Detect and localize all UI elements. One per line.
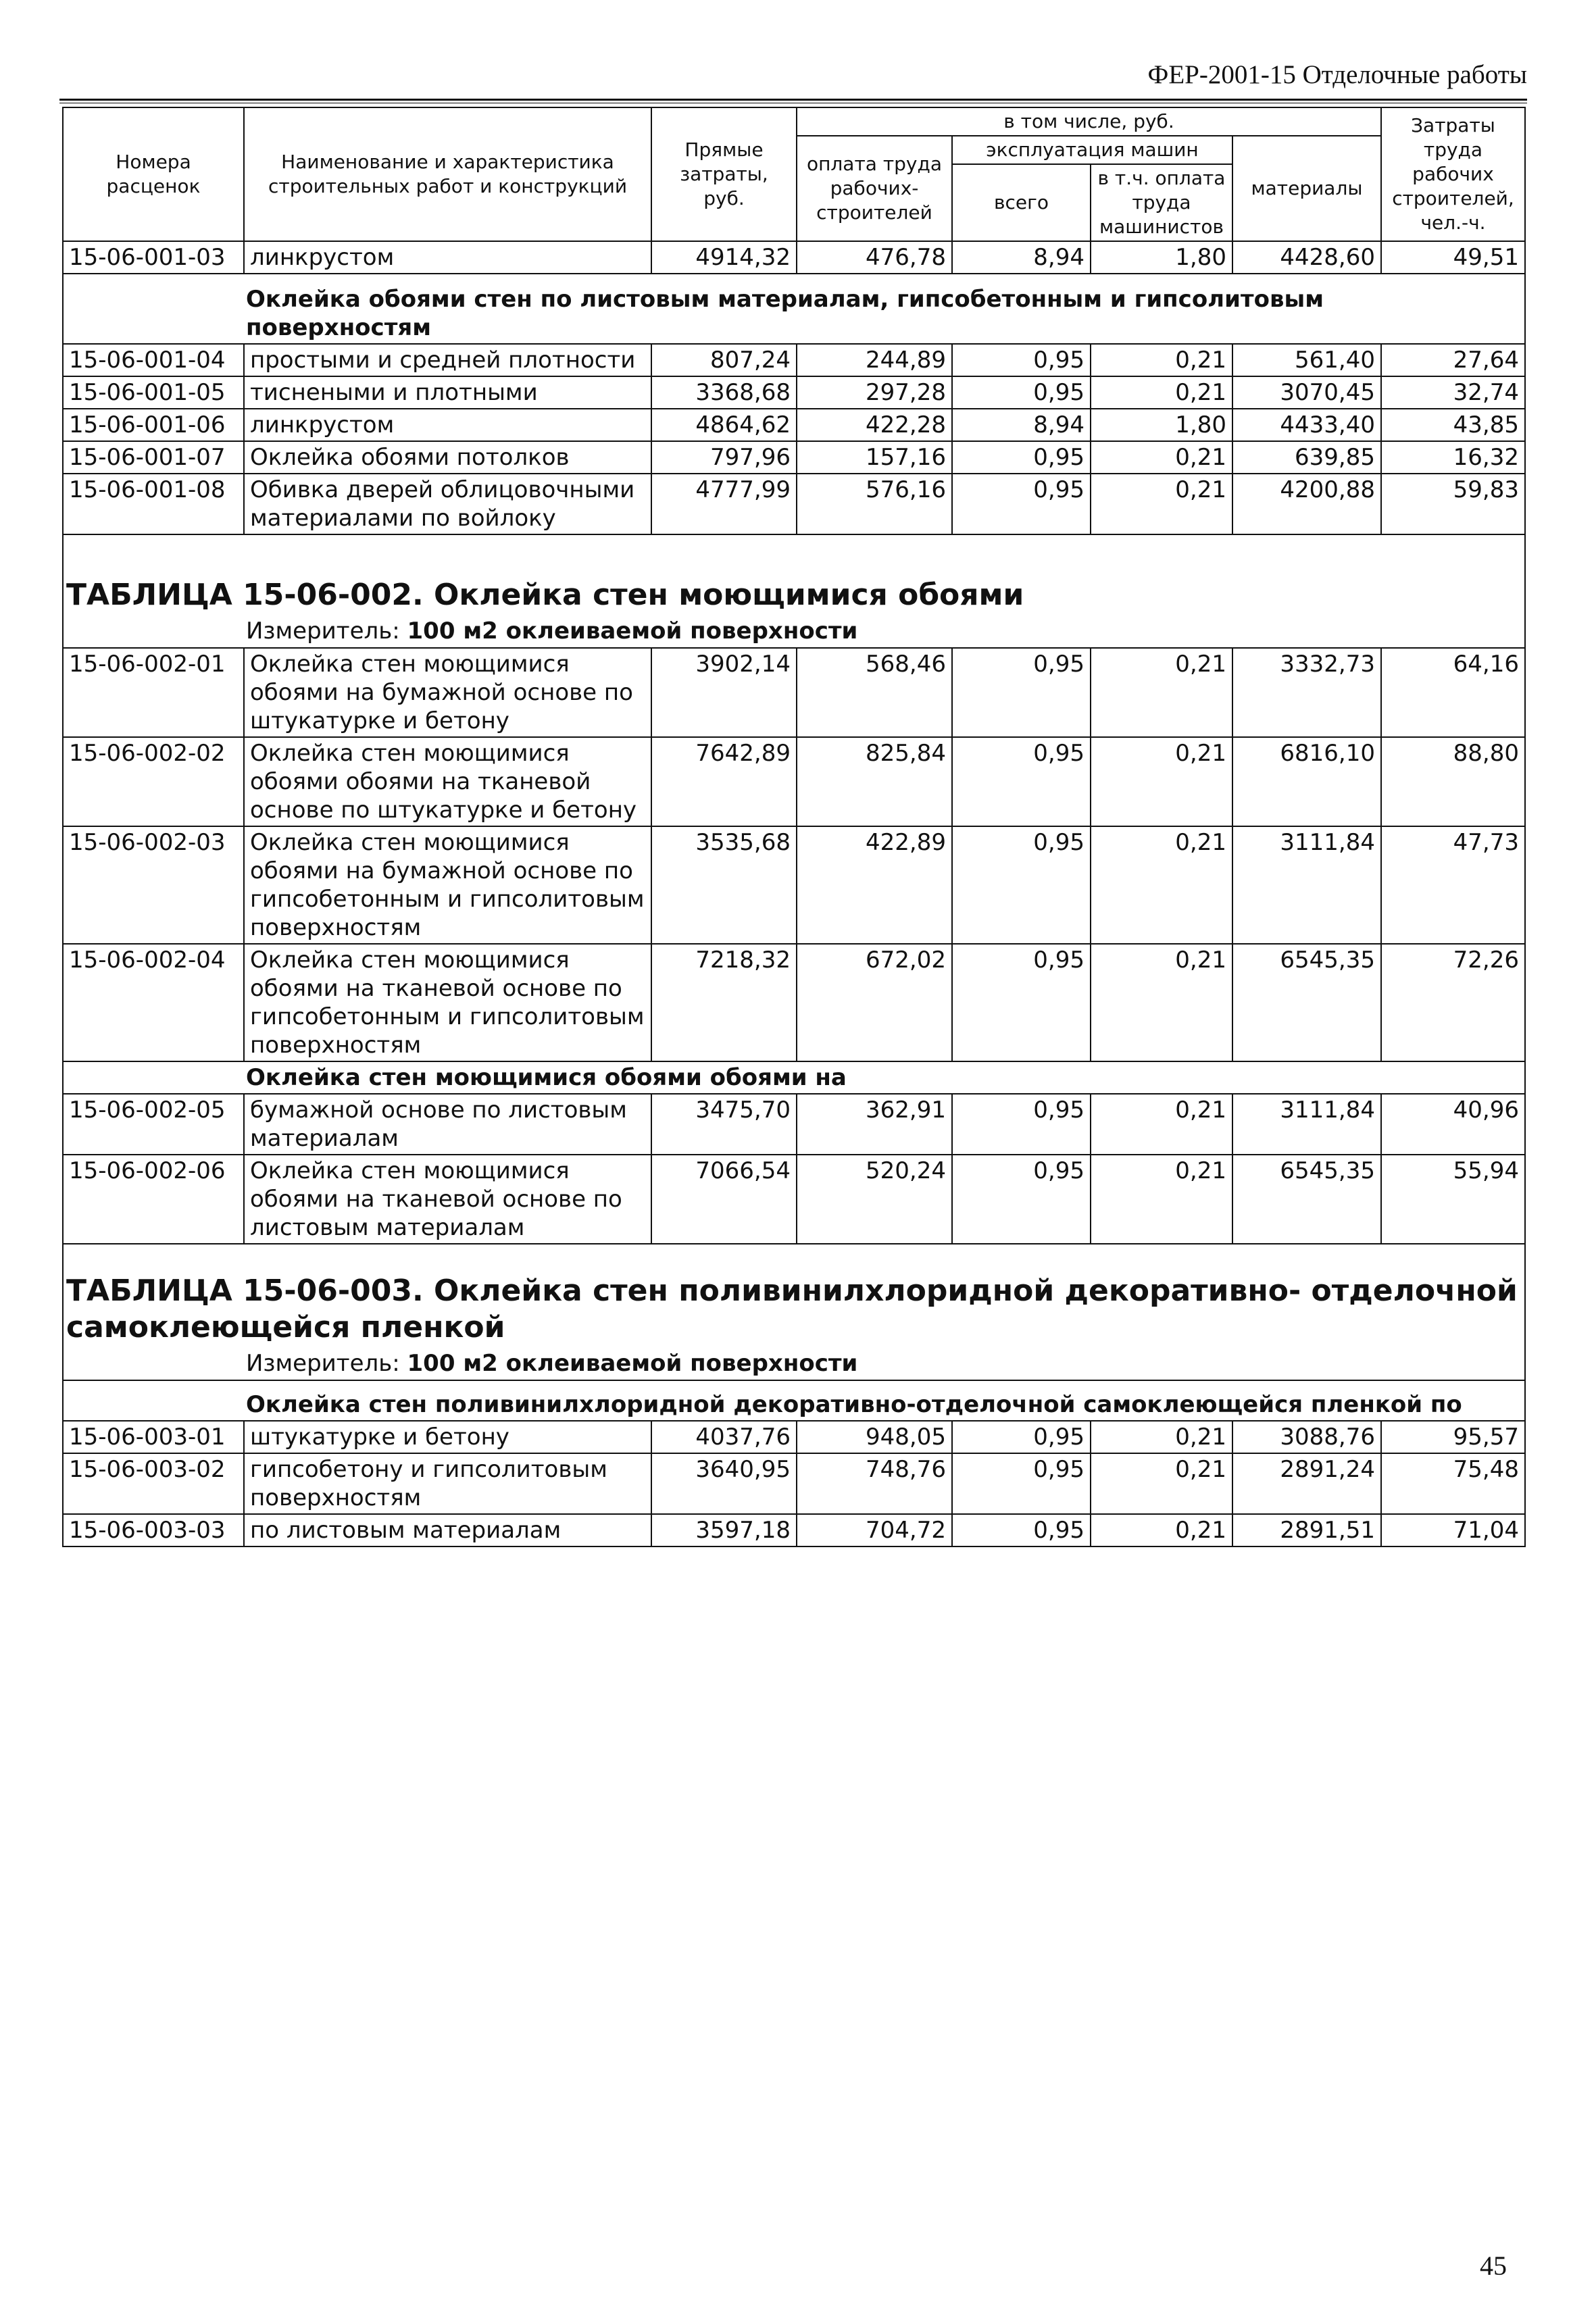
- cell-wages: 568,46: [797, 648, 952, 737]
- cell-wages: 422,28: [797, 409, 952, 441]
- measure-label: Измеритель:: [246, 618, 407, 645]
- table-row: [63, 241, 1525, 274]
- cell-mach: 0,95: [952, 944, 1091, 1061]
- cell-direct: 7218,32: [651, 944, 797, 1061]
- cell-direct: 3368,68: [651, 376, 797, 409]
- cell-code: 15-06-002-01: [63, 648, 244, 737]
- table-002-measure: [63, 615, 1525, 648]
- page-number: 45: [1480, 2250, 1507, 2281]
- header-direct-costs: Прямые затраты, руб.: [651, 107, 797, 241]
- table-002-title: ТАБЛИЦА 15-06-002. Оклейка стен моющимися обоями: [63, 553, 1525, 615]
- cell-materials: 2891,51: [1232, 1514, 1381, 1546]
- header-labor: Затраты труда рабочих строителей, чел.-ч.: [1381, 107, 1525, 241]
- table-row: [63, 737, 1525, 826]
- table-row: [63, 441, 1525, 474]
- cell-direct: 4914,32: [651, 241, 797, 274]
- cell-labor: 43,85: [1381, 409, 1525, 441]
- table-header: [63, 107, 1525, 241]
- table-row: [63, 944, 1525, 1061]
- cell-name: простыми и средней плотности: [244, 344, 651, 376]
- cell-mach-wages: 0,21: [1091, 1421, 1232, 1453]
- cell-mach: 0,95: [952, 1514, 1091, 1546]
- cell-labor: 27,64: [1381, 344, 1525, 376]
- section-heading: [63, 274, 1525, 344]
- cell-name: по листовым материалам: [244, 1514, 651, 1546]
- rates-table-wrap: [62, 107, 1524, 1547]
- spacer-row: [63, 534, 1525, 553]
- cell-labor: 40,96: [1381, 1094, 1525, 1155]
- cell-materials: 4428,60: [1232, 241, 1381, 274]
- cell-code: 15-06-001-03: [63, 241, 244, 274]
- cell-name: Оклейка стен моющимися обоями на тканевой основе по листовым материалам: [244, 1155, 651, 1244]
- measure-value: 100 м2 оклеиваемой поверхности: [407, 1350, 858, 1377]
- table-row: [63, 1453, 1525, 1514]
- cell-direct: 3535,68: [651, 826, 797, 944]
- section-1-title: Оклейка обоями стен по листовым материалам, гипсобетонным и гипсолитовым поверхностям: [63, 274, 1525, 344]
- cell-wages: 244,89: [797, 344, 952, 376]
- cell-name: Оклейка стен моющимися обоями обоями на тканевой основе по штукатурке и бетону: [244, 737, 651, 826]
- cell-materials: 3111,84: [1232, 826, 1381, 944]
- cell-mach-wages: 1,80: [1091, 409, 1232, 441]
- cell-name: Оклейка стен моющимися обоями на бумажной основе по гипсобетонным и гипсолитовым поверхностям: [244, 826, 651, 944]
- cell-mach: 0,95: [952, 474, 1091, 534]
- cell-materials: 6545,35: [1232, 944, 1381, 1061]
- cell-wages: 704,72: [797, 1514, 952, 1546]
- header-wages: оплата труда рабочих-строителей: [797, 136, 952, 241]
- cell-materials: 639,85: [1232, 441, 1381, 474]
- cell-labor: 59,83: [1381, 474, 1525, 534]
- cell-mach: 0,95: [952, 826, 1091, 944]
- cell-wages: 576,16: [797, 474, 952, 534]
- section-heading: [63, 1380, 1525, 1421]
- cell-materials: 2891,24: [1232, 1453, 1381, 1514]
- header-machines-wages: в т.ч. оплата труда машинистов: [1091, 164, 1232, 241]
- cell-mach: 8,94: [952, 241, 1091, 274]
- rates-table: [62, 107, 1526, 1547]
- cell-labor: 47,73: [1381, 826, 1525, 944]
- cell-mach-wages: 0,21: [1091, 1453, 1232, 1514]
- cell-mach-wages: 0,21: [1091, 648, 1232, 737]
- cell-name: штукатурке и бетону: [244, 1421, 651, 1453]
- cell-code: 15-06-002-04: [63, 944, 244, 1061]
- running-head: ФЕР-2001-15 Отделочные работы: [1147, 60, 1527, 89]
- cell-materials: 3332,73: [1232, 648, 1381, 737]
- table-003-title: ТАБЛИЦА 15-06-003. Оклейка стен поливинилхлоридной декоративно- отделочной самоклеющейся пленкой: [63, 1262, 1525, 1347]
- cell-code: 15-06-001-05: [63, 376, 244, 409]
- cell-wages: 476,78: [797, 241, 952, 274]
- cell-code: 15-06-003-03: [63, 1514, 244, 1546]
- cell-materials: 3111,84: [1232, 1094, 1381, 1155]
- cell-mach-wages: 0,21: [1091, 1514, 1232, 1546]
- table-003-measure: [63, 1347, 1525, 1380]
- cell-name: линкрустом: [244, 241, 651, 274]
- cell-mach-wages: 1,80: [1091, 241, 1232, 274]
- cell-mach-wages: 0,21: [1091, 474, 1232, 534]
- cell-code: 15-06-003-02: [63, 1453, 244, 1514]
- cell-code: 15-06-001-07: [63, 441, 244, 474]
- cell-mach: 0,95: [952, 441, 1091, 474]
- cell-mach-wages: 0,21: [1091, 376, 1232, 409]
- cell-direct: 3902,14: [651, 648, 797, 737]
- cell-wages: 672,02: [797, 944, 952, 1061]
- measure-row: [63, 1347, 1525, 1380]
- table-row: [63, 1514, 1525, 1546]
- cell-name: Оклейка стен моющимися обоями на бумажной основе по штукатурке и бетону: [244, 648, 651, 737]
- cell-direct: 4037,76: [651, 1421, 797, 1453]
- table-row: [63, 1094, 1525, 1155]
- cell-labor: 55,94: [1381, 1155, 1525, 1244]
- cell-materials: 4433,40: [1232, 409, 1381, 441]
- cell-code: 15-06-002-05: [63, 1094, 244, 1155]
- cell-direct: 797,96: [651, 441, 797, 474]
- cell-labor: 75,48: [1381, 1453, 1525, 1514]
- cell-mach-wages: 0,21: [1091, 826, 1232, 944]
- cell-code: 15-06-001-04: [63, 344, 244, 376]
- table-row: [63, 826, 1525, 944]
- cell-direct: 4864,62: [651, 409, 797, 441]
- cell-labor: 72,26: [1381, 944, 1525, 1061]
- header-machines-total: всего: [952, 164, 1091, 241]
- table-body: [63, 241, 1525, 1546]
- table-title-row: [63, 1262, 1525, 1347]
- cell-mach: 0,95: [952, 648, 1091, 737]
- cell-direct: 3640,95: [651, 1453, 797, 1514]
- header-machines: эксплуатация машин: [952, 136, 1232, 164]
- table-row: [63, 409, 1525, 441]
- cell-code: 15-06-001-06: [63, 409, 244, 441]
- measure-label: Измеритель:: [246, 1350, 407, 1377]
- cell-materials: 3070,45: [1232, 376, 1381, 409]
- cell-materials: 3088,76: [1232, 1421, 1381, 1453]
- cell-materials: 561,40: [1232, 344, 1381, 376]
- cell-mach-wages: 0,21: [1091, 1094, 1232, 1155]
- cell-mach-wages: 0,21: [1091, 441, 1232, 474]
- cell-code: 15-06-003-01: [63, 1421, 244, 1453]
- measure-row: [63, 615, 1525, 648]
- cell-wages: 748,76: [797, 1453, 952, 1514]
- header-materials: материалы: [1232, 136, 1381, 241]
- header-including: в том числе, руб.: [797, 107, 1381, 136]
- table-row: [63, 1421, 1525, 1453]
- cell-direct: 7642,89: [651, 737, 797, 826]
- cell-labor: 32,74: [1381, 376, 1525, 409]
- section-heading: [63, 1061, 1525, 1094]
- cell-mach-wages: 0,21: [1091, 344, 1232, 376]
- cell-mach-wages: 0,21: [1091, 1155, 1232, 1244]
- spacer-row: [63, 1244, 1525, 1262]
- cell-name: линкрустом: [244, 409, 651, 441]
- cell-name: гипсобетону и гипсолитовым поверхностям: [244, 1453, 651, 1514]
- cell-labor: 49,51: [1381, 241, 1525, 274]
- cell-direct: 7066,54: [651, 1155, 797, 1244]
- cell-wages: 825,84: [797, 737, 952, 826]
- cell-name: Обивка дверей облицовочными материалами по войлоку: [244, 474, 651, 534]
- cell-wages: 422,89: [797, 826, 952, 944]
- table-row: [63, 474, 1525, 534]
- cell-wages: 520,24: [797, 1155, 952, 1244]
- cell-mach-wages: 0,21: [1091, 944, 1232, 1061]
- cell-direct: 3475,70: [651, 1094, 797, 1155]
- table-row: [63, 344, 1525, 376]
- cell-code: 15-06-001-08: [63, 474, 244, 534]
- table-row: [63, 1155, 1525, 1244]
- cell-labor: 95,57: [1381, 1421, 1525, 1453]
- cell-name: тиснеными и плотными: [244, 376, 651, 409]
- cell-materials: 4200,88: [1232, 474, 1381, 534]
- cell-code: 15-06-002-02: [63, 737, 244, 826]
- measure-value: 100 м2 оклеиваемой поверхности: [407, 618, 858, 645]
- cell-mach: 0,95: [952, 1453, 1091, 1514]
- cell-mach: 0,95: [952, 737, 1091, 826]
- section-3-title: Оклейка стен поливинилхлоридной декоративно-отделочной самоклеющейся пленкой по: [63, 1380, 1525, 1421]
- cell-labor: 16,32: [1381, 441, 1525, 474]
- cell-wages: 362,91: [797, 1094, 952, 1155]
- cell-materials: 6816,10: [1232, 737, 1381, 826]
- header-rule: [59, 99, 1527, 101]
- cell-wages: 157,16: [797, 441, 952, 474]
- cell-materials: 6545,35: [1232, 1155, 1381, 1244]
- header-name: Наименование и характеристика строительных работ и конструкций: [244, 107, 651, 241]
- table-title-row: [63, 553, 1525, 615]
- header-code: Номера расценок: [63, 107, 244, 241]
- cell-mach: 0,95: [952, 1155, 1091, 1244]
- cell-labor: 88,80: [1381, 737, 1525, 826]
- cell-direct: 807,24: [651, 344, 797, 376]
- section-2-title: Оклейка стен моющимися обоями обоями на: [63, 1061, 1525, 1094]
- cell-wages: 948,05: [797, 1421, 952, 1453]
- cell-mach: 0,95: [952, 376, 1091, 409]
- table-row: [63, 376, 1525, 409]
- cell-mach: 8,94: [952, 409, 1091, 441]
- cell-mach: 0,95: [952, 344, 1091, 376]
- cell-mach: 0,95: [952, 1094, 1091, 1155]
- cell-code: 15-06-002-03: [63, 826, 244, 944]
- cell-name: Оклейка стен моющимися обоями на тканевой основе по гипсобетонным и гипсолитовым поверхностям: [244, 944, 651, 1061]
- cell-direct: 3597,18: [651, 1514, 797, 1546]
- cell-wages: 297,28: [797, 376, 952, 409]
- cell-direct: 4777,99: [651, 474, 797, 534]
- cell-labor: 71,04: [1381, 1514, 1525, 1546]
- cell-name: Оклейка обоями потолков: [244, 441, 651, 474]
- cell-name: бумажной основе по листовым материалам: [244, 1094, 651, 1155]
- cell-mach: 0,95: [952, 1421, 1091, 1453]
- cell-mach-wages: 0,21: [1091, 737, 1232, 826]
- table-row: [63, 648, 1525, 737]
- cell-labor: 64,16: [1381, 648, 1525, 737]
- cell-code: 15-06-002-06: [63, 1155, 244, 1244]
